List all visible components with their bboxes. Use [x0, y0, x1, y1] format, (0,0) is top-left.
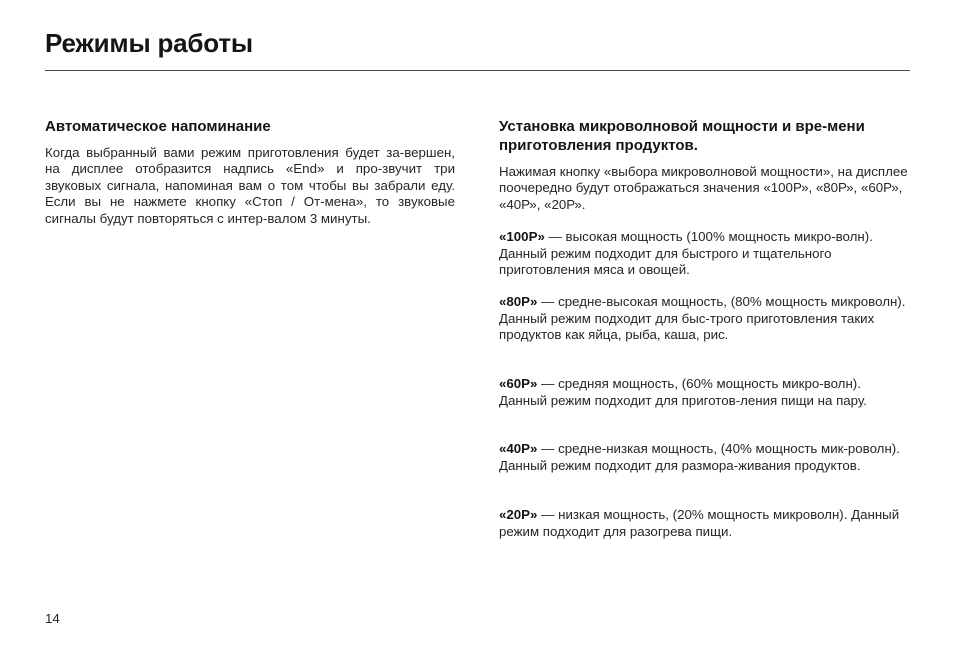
- left-column: [45, 117, 455, 227]
- mode-code: «100Р»: [499, 229, 545, 245]
- mode-description: — высокая мощность (100% мощность микро-волн). Данный режим подходит для быстрого и тщательного приготовления мяса и овощей.: [499, 229, 873, 278]
- page-title: Режимы работы: [45, 28, 253, 58]
- right-column: [499, 117, 911, 573]
- mode-code: «40Р»: [499, 441, 538, 457]
- mode-code: «60Р»: [499, 376, 538, 392]
- mode-code: «20Р»: [499, 507, 538, 523]
- mode-item-20p: [499, 507, 911, 540]
- mode-item-40p: [499, 441, 911, 474]
- mode-description: — средняя мощность, (60% мощность микро-волн). Данный режим подходит для приготов-ления пищи на пару.: [499, 376, 867, 408]
- mode-description: — средне-высокая мощность, (80% мощность микроволн). Данный режим подходит для быс-трого приготовления таких продуктов как яйца, рыба, каша, рис.: [499, 294, 906, 343]
- auto-reminder-text: Когда выбранный вами режим приготовления будет за-вершен, на дисплее отобразится надпись «End» и про-звучит три звуковых сигнала, напоминая вам о том чтобы вы забрали еду. Если вы не нажмете кнопку «Стоп / От-мена», то звуковые сигналы будут повторяться с интер-валом 3 минуты.: [45, 145, 455, 226]
- mode-item-100p: [499, 229, 911, 278]
- power-setting-heading: Установка микроволновой мощности и вре-мени приготовления продуктов.: [499, 118, 865, 154]
- mode-item-60p: [499, 376, 911, 409]
- mode-description: — средне-низкая мощность, (40% мощность мик-роволн). Данный режим подходит для размора-живания продуктов.: [499, 441, 900, 473]
- mode-description: — низкая мощность, (20% мощность микроволн). Данный режим подходит для разогрева пищи.: [499, 507, 900, 539]
- mode-item-80p: [499, 294, 911, 343]
- power-setting-intro: Нажимая кнопку «выбора микроволновой мощности», на дисплее поочередно будут отображаться значения «100Р», «80Р», «60Р», «40Р», «20Р».: [499, 164, 908, 212]
- page-number: 14: [45, 611, 60, 626]
- auto-reminder-heading: Автоматическое напоминание: [45, 118, 271, 135]
- title-divider: [45, 70, 910, 71]
- mode-code: «80Р»: [499, 294, 538, 310]
